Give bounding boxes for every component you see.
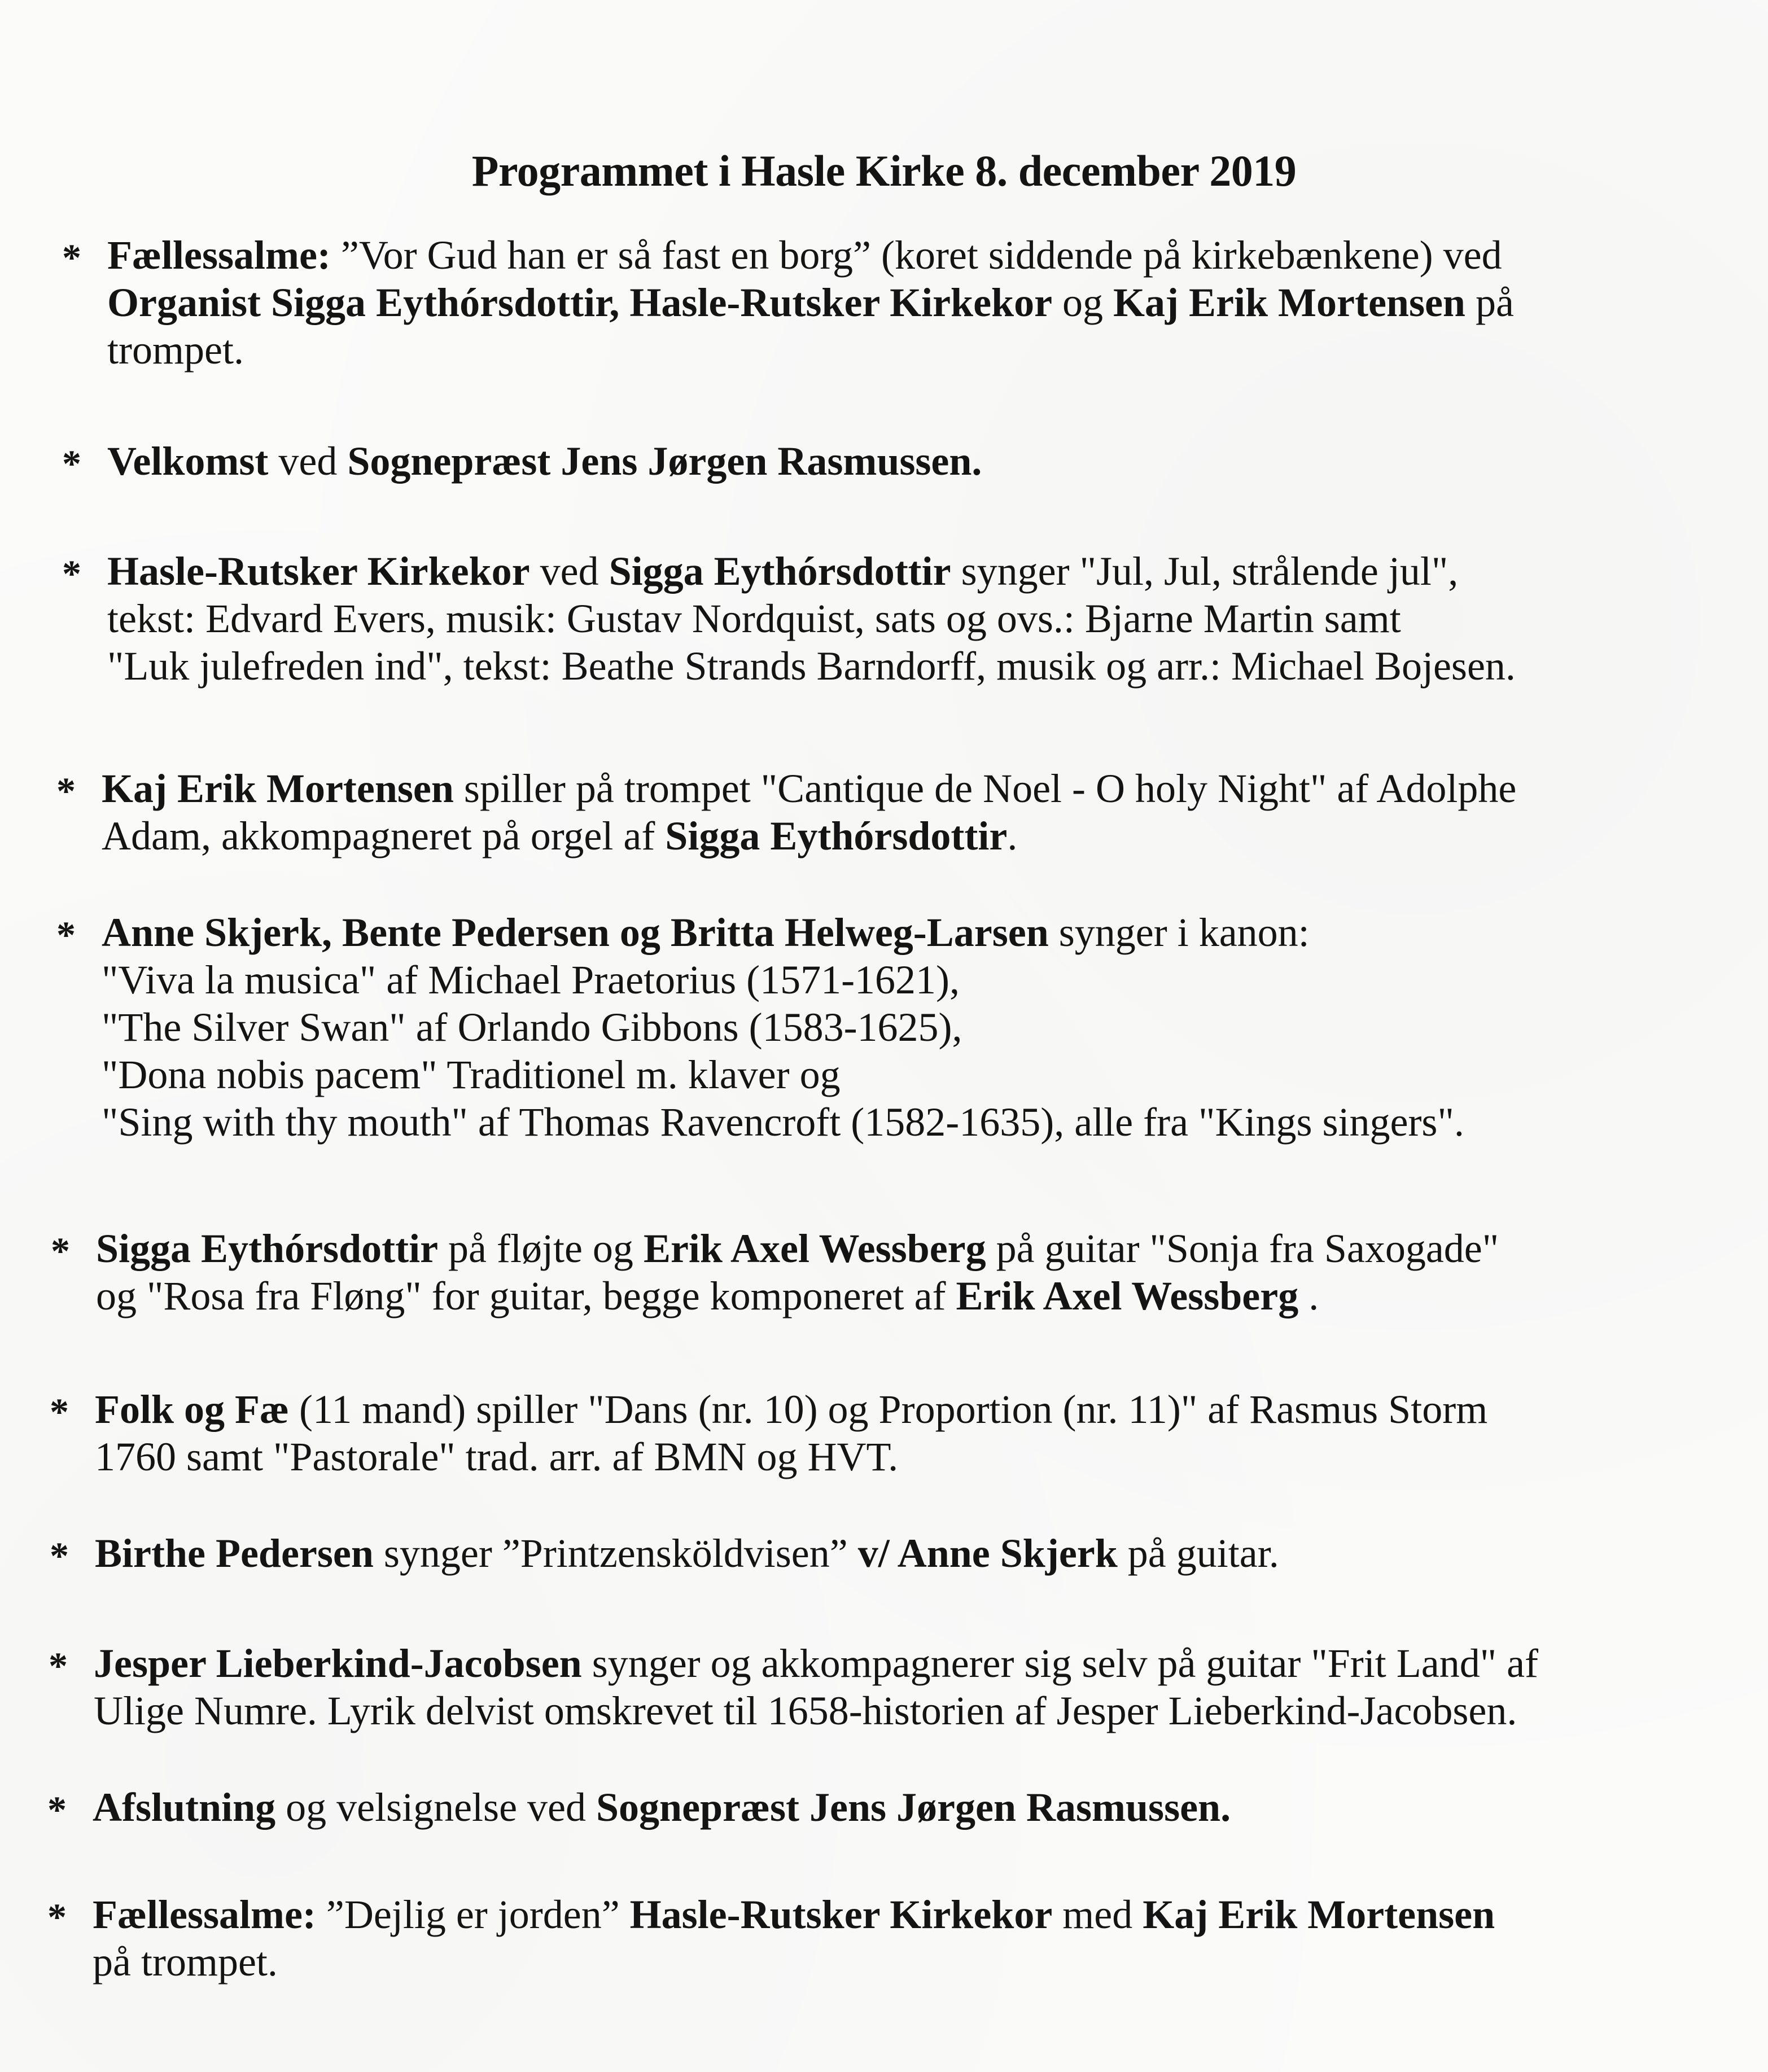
text-line bbox=[95, 1433, 1721, 1480]
plain-text: på bbox=[1465, 280, 1514, 325]
bold-text: Velkomst bbox=[107, 439, 269, 484]
program-item-text bbox=[93, 1891, 1718, 1986]
program-item bbox=[56, 765, 1727, 860]
program-item bbox=[50, 1386, 1721, 1480]
program-item-text bbox=[95, 1386, 1721, 1480]
program-item-text bbox=[107, 437, 1733, 485]
program-item-text bbox=[96, 1225, 1722, 1320]
plain-text: ved bbox=[268, 439, 348, 484]
bold-text: Fællessalme: bbox=[93, 1892, 316, 1937]
program-item-text bbox=[93, 1784, 1718, 1831]
text-line bbox=[102, 1051, 1727, 1098]
text-line bbox=[107, 595, 1733, 642]
text-line bbox=[94, 1687, 1719, 1734]
plain-text: "Dona nobis pacem" Traditionel m. klaver og bbox=[102, 1052, 841, 1097]
text-line bbox=[95, 1386, 1721, 1433]
bullet-asterisk: * bbox=[49, 1644, 68, 1687]
text-line bbox=[102, 812, 1727, 860]
program-item bbox=[62, 547, 1733, 690]
bold-text: Anne Skjerk, Bente Pedersen og Britta Helweg-Larsen bbox=[102, 910, 1049, 955]
plain-text: Ulige Numre. Lyrik delvist omskrevet til 1658-historien af Jesper Lieberkind-Jacobsen. bbox=[94, 1688, 1517, 1733]
bold-text: Sigga Eythórsdottir bbox=[96, 1226, 439, 1271]
program-item-text bbox=[102, 765, 1727, 860]
text-line bbox=[94, 1640, 1719, 1687]
plain-text: på guitar "Sonja fra Saxogade" bbox=[986, 1226, 1499, 1271]
plain-text: synger og akkompagnerer sig selv på guitar "Frit Land" af bbox=[581, 1641, 1539, 1686]
program-item-text bbox=[94, 1640, 1719, 1734]
program-item bbox=[56, 909, 1727, 1146]
bullet-asterisk: * bbox=[56, 769, 76, 812]
text-line bbox=[102, 956, 1727, 1004]
bold-text: Kaj Erik Mortensen bbox=[1113, 280, 1465, 325]
program-item bbox=[62, 437, 1733, 485]
plain-text: tekst: Edvard Evers, musik: Gustav Nordquist, sats og ovs.: Bjarne Martin samt bbox=[107, 596, 1401, 641]
text-line bbox=[95, 1530, 1721, 1577]
plain-text: på guitar. bbox=[1117, 1531, 1279, 1576]
text-line bbox=[102, 1098, 1727, 1146]
bold-text: Hasle-Rutsker Kirkekor bbox=[107, 549, 530, 594]
bold-text: Organist Sigga Eythórsdottir, Hasle-Rutsker Kirkekor bbox=[107, 280, 1053, 325]
bold-text: Sognepræst Jens Jørgen Rasmussen. bbox=[347, 439, 982, 484]
plain-text: "Sing with thy mouth" af Thomas Ravencroft (1582-1635), alle fra "Kings singers". bbox=[102, 1099, 1464, 1145]
program-item bbox=[49, 1640, 1719, 1734]
plain-text: . bbox=[1298, 1273, 1319, 1318]
text-line bbox=[107, 642, 1733, 690]
plain-text: Adam, akkompagneret på orgel af bbox=[102, 813, 666, 858]
text-line bbox=[102, 765, 1727, 812]
plain-text: synger "Jul, Jul, strålende jul", bbox=[951, 549, 1459, 594]
plain-text: synger i kanon: bbox=[1048, 910, 1310, 955]
program-item-text bbox=[107, 547, 1733, 690]
bold-text: Jesper Lieberkind-Jacobsen bbox=[94, 1641, 582, 1686]
bullet-asterisk: * bbox=[47, 1788, 67, 1831]
plain-text: og bbox=[1052, 280, 1114, 325]
page-title: Programmet i Hasle Kirke 8. december 2019 bbox=[471, 146, 1297, 195]
bold-text: Sigga Eythórsdottir bbox=[609, 549, 951, 594]
plain-text: og velsignelse ved bbox=[275, 1785, 596, 1830]
bold-text: Fællessalme: bbox=[107, 233, 331, 278]
bold-text: Kaj Erik Mortensen bbox=[1143, 1892, 1495, 1937]
text-line bbox=[96, 1272, 1722, 1320]
plain-text: 1760 samt "Pastorale" trad. arr. af BMN og HVT. bbox=[95, 1434, 899, 1479]
plain-text: og "Rosa fra Fløng" for guitar, begge komponeret af bbox=[96, 1273, 956, 1318]
plain-text: med bbox=[1052, 1892, 1143, 1937]
text-line bbox=[102, 1004, 1727, 1051]
plain-text: (11 mand) spiller "Dans (nr. 10) og Proportion (nr. 11)" af Rasmus Storm bbox=[289, 1387, 1488, 1432]
plain-text: synger ”Printzensköldvisen” bbox=[373, 1531, 858, 1576]
bold-text: Birthe Pedersen bbox=[95, 1531, 374, 1576]
bold-text: Erik Axel Wessberg bbox=[643, 1226, 986, 1271]
plain-text: trompet. bbox=[107, 327, 244, 373]
plain-text: på fløjte og bbox=[438, 1226, 644, 1271]
text-line bbox=[107, 326, 1733, 374]
plain-text: ved bbox=[529, 549, 609, 594]
text-line bbox=[96, 1225, 1722, 1272]
program-item-text bbox=[95, 1530, 1721, 1577]
program-item bbox=[51, 1225, 1722, 1320]
bold-text: Afslutning bbox=[93, 1785, 276, 1830]
plain-text: "Luk julefreden ind", tekst: Beathe Strands Barndorff, musik og arr.: Michael Bojesen. bbox=[107, 643, 1516, 689]
bold-text: Folk og Fæ bbox=[95, 1387, 290, 1432]
plain-text: spiller på trompet "Cantique de Noel - O holy Night" af Adolphe bbox=[453, 766, 1517, 811]
bullet-asterisk: * bbox=[62, 236, 81, 279]
program-item-text bbox=[107, 231, 1733, 374]
bold-text: Hasle-Rutsker Kirkekor bbox=[629, 1892, 1053, 1937]
plain-text: . bbox=[1007, 813, 1018, 858]
bullet-asterisk: * bbox=[62, 552, 81, 595]
plain-text: "Viva la musica" af Michael Praetorius (1571-1621), bbox=[102, 957, 960, 1002]
bold-text: Kaj Erik Mortensen bbox=[102, 766, 454, 811]
plain-text: på trompet. bbox=[93, 1939, 278, 1985]
text-line bbox=[107, 547, 1733, 595]
program-item bbox=[47, 1891, 1718, 1986]
bold-text: Erik Axel Wessberg bbox=[956, 1273, 1299, 1318]
bullet-asterisk: * bbox=[47, 1895, 67, 1938]
plain-text: ”Dejlig er jorden” bbox=[316, 1892, 630, 1937]
text-line bbox=[93, 1938, 1718, 1986]
text-line bbox=[93, 1891, 1718, 1938]
bullet-asterisk: * bbox=[50, 1390, 69, 1433]
program-item bbox=[50, 1530, 1721, 1577]
text-line bbox=[93, 1784, 1718, 1831]
text-line bbox=[107, 231, 1733, 279]
bold-text: Sognepræst Jens Jørgen Rasmussen. bbox=[596, 1785, 1231, 1830]
program-item bbox=[62, 231, 1733, 374]
program-item bbox=[47, 1784, 1718, 1831]
program-item-text bbox=[102, 909, 1727, 1146]
text-line bbox=[107, 279, 1733, 326]
bullet-asterisk: * bbox=[56, 913, 76, 956]
text-line bbox=[107, 437, 1733, 485]
bold-text: Sigga Eythórsdottir bbox=[665, 813, 1008, 858]
bullet-asterisk: * bbox=[62, 442, 81, 485]
bold-text: v/ Anne Skjerk bbox=[857, 1531, 1118, 1576]
plain-text: "The Silver Swan" af Orlando Gibbons (1583-1625), bbox=[102, 1005, 962, 1050]
plain-text: ”Vor Gud han er så fast en borg” (koret siddende på kirkebænkene) ved bbox=[330, 233, 1502, 278]
bullet-asterisk: * bbox=[51, 1229, 70, 1272]
bullet-asterisk: * bbox=[50, 1534, 69, 1577]
text-line bbox=[102, 909, 1727, 956]
